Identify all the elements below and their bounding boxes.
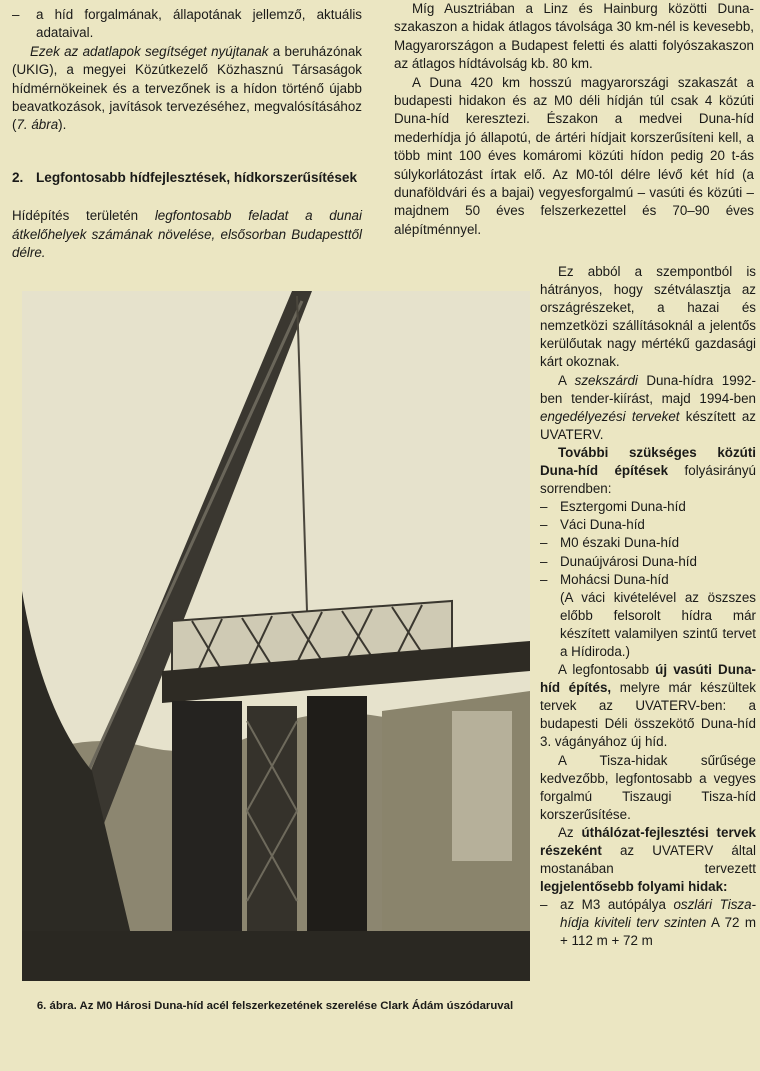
paragraph (540, 444, 756, 498)
list-item-text: Esztergomi Duna-híd (560, 499, 686, 515)
list-item-text: M0 északi Duna-híd (560, 535, 680, 551)
dash-marker: – (540, 571, 548, 587)
bold-text: További szükséges közúti Duna-híd építések (540, 444, 756, 479)
paragraph-text: a beruházónak (UKIG), a megyei Közútkezelő Közhasznú Társaságok hídmérnökeinek és a tervezőnek is a hídon történő újabb beavatkozások, javítások tervezéséhez, megvalósításához ( (12, 43, 362, 133)
section-heading (12, 169, 362, 187)
left-column (12, 6, 362, 262)
right-column (394, 0, 754, 239)
italic-text: Ezek az adatlapok segítséget nyújtanak (30, 43, 269, 59)
paragraph (12, 207, 362, 262)
paragraph-text: Hídépítés területén (12, 208, 155, 224)
dash-marker: – (540, 553, 548, 569)
dash-marker: – (540, 535, 548, 551)
bold-text: úthálózat-fejlesztési tervek részeként (540, 824, 756, 858)
narrow-column (540, 263, 756, 951)
bold-text: legjelentősebb folyami hidak: (540, 879, 728, 895)
paragraph (12, 43, 362, 135)
paragraph-text: Az (558, 824, 582, 840)
paragraph (540, 661, 756, 751)
photo-illustration (22, 291, 530, 981)
paragraph: Ez abból a szempontból is hátrányos, hogy szétválasztja az országrészeket, a hazai és nemzetközi szállításoknál a jelentős kerülőutak nagy mértékű gazdasági kárt okoznak. (540, 264, 756, 370)
paragraph: A Duna 420 km hosszú magyarországi szakaszát a budapesti hidakon és az M0 déli hídján túl csak 4 közúti Duna-híd keresztezi. Északon a medvei Duna-híd mederhídja jó állapotú, de ártéri hídjait korszerűsíteni kell, a több mint 100 éves komáromi közúti hídon pedig 20 t-ás súlykorlátozást írtak elő. Az M0-tól délre lévő két híd (a dunaföldvári és a bajai) vegyesforgalmú – vasúti és közúti – majdnem 50 éves felszerkezettel és 70–90 éves alépítménnyel. (394, 74, 754, 237)
bridge-list (540, 498, 756, 588)
list-item-text: Mohácsi Duna-híd (560, 571, 669, 587)
list-item (540, 498, 756, 516)
dash-marker: – (540, 517, 548, 533)
paragraph-text: melyre már készültek tervek az UVATERV-ben: a budapesti Déli összekötő Duna-híd 3. vágányához új híd. (540, 680, 756, 750)
list-note: (A váci kivételével az öszszes előbb felsorolt hídra már készített valamilyen szintű tervet a Hídiroda.) (560, 589, 756, 659)
list-item (540, 516, 756, 534)
list-item-text: A 72 m + 112 m + 72 m (560, 915, 756, 949)
list-item (540, 534, 756, 552)
bridge-construction-photo (22, 291, 530, 981)
paragraph: A Tisza-hidak sűrűsége kedvezőbb, legfontosabb a vegyes forgalmú Tiszaugi Tisza-híd korszerűsítése. (540, 752, 756, 822)
paragraph-text: folyásirányú sorrendben: (540, 463, 756, 497)
paragraph (540, 372, 756, 444)
list-item-text: Váci Duna-híd (560, 517, 645, 533)
paragraph-text: A legfontosabb (558, 662, 656, 678)
heading-number: 2. (12, 169, 24, 185)
italic-text: szekszárdi (574, 372, 638, 388)
list-item (540, 571, 756, 589)
italic-text: engedélyezési terveket (540, 408, 680, 424)
dash-marker: – (540, 897, 548, 913)
paragraph-text: az UVATERV által mostanában tervezett (540, 843, 756, 877)
figure-reference: 7. ábra (16, 117, 59, 133)
paragraph (540, 824, 756, 896)
list-item-text: az M3 autópálya (560, 897, 674, 913)
paragraph-text: Duna-hídra 1992-ben tender-kiírást, majd 1994-ben (540, 372, 756, 406)
heading-text: Legfontosabb hídfejlesztések, hídkorszerűsítések (36, 169, 358, 185)
italic-text: oszlári Tisza-hídja kiviteli terv szinten (560, 897, 757, 931)
dash-marker: – (540, 499, 548, 515)
paragraph: Míg Ausztriában a Linz és Hainburg közötti Duna-szakaszon a hidak átlagos távolsága 30 km-nél is kevesebb, Magyarországon a Budapest feletti és alatti folyószakaszon az átlagos hídtávolság kb. 80 km. (394, 1, 754, 72)
list-item-text: Dunaújvárosi Duna-híd (560, 553, 697, 569)
dash-marker: – (12, 7, 20, 22)
paragraph-text: A (558, 372, 575, 388)
list-item (540, 553, 756, 571)
bullet-item (12, 6, 362, 43)
bold-text: új vasúti Duna-híd építés, (540, 662, 756, 696)
italic-text: legfontosabb feladat a dunai átkelőhelyek számának növelése, elsősorban Budapesttől délre. (12, 208, 362, 261)
paragraph-text: ). (58, 117, 67, 133)
bullet-text: a híd forgalmának, állapotának jellemző, aktuális adataival. (36, 7, 362, 41)
paragraph-text: készített az UVATERV. (540, 408, 756, 442)
list-item (540, 896, 756, 950)
figure-caption: 6. ábra. Az M0 Hárosi Duna-híd acél felszerkezetének szerelése Clark Ádám úszódaruval (36, 1000, 514, 1012)
